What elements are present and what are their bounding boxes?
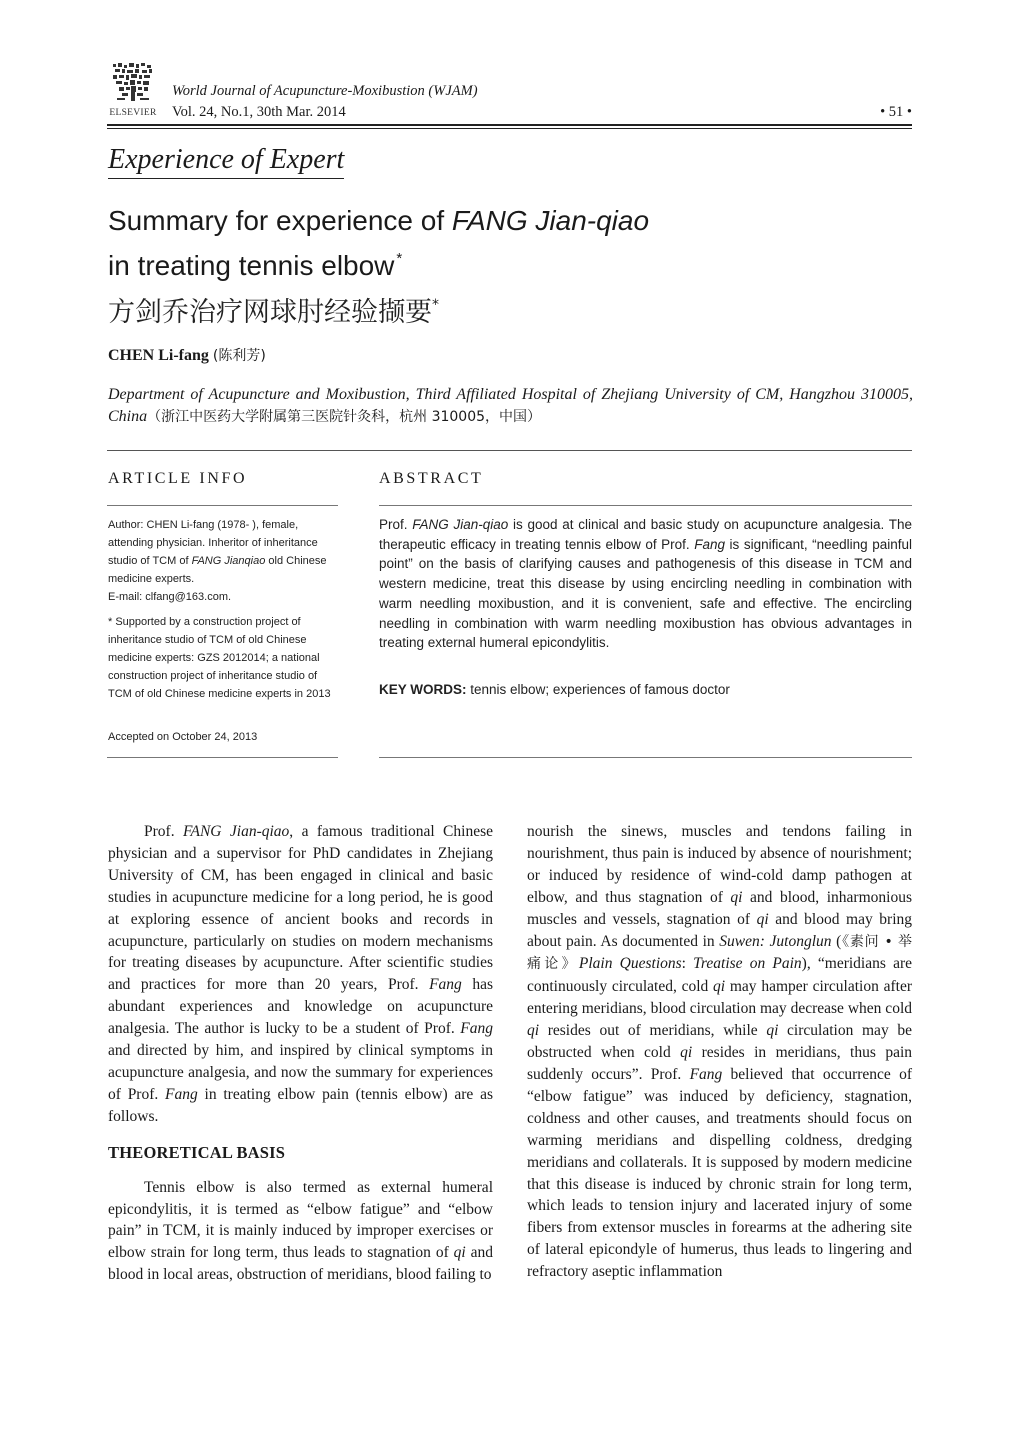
- info-top-rule: [107, 450, 912, 451]
- journal-abbrev: WJAM: [433, 83, 473, 99]
- body-text: and directed by him, and inspired by clinical symptoms in acupuncture analgesia, and now the summary for experiences of Prof.: [108, 1042, 493, 1103]
- abstract-name: Fang: [694, 536, 725, 552]
- body-term: qi: [713, 978, 726, 996]
- abstract-bottom-rule: [379, 757, 912, 758]
- affiliation: [108, 384, 913, 428]
- body-column-left: [108, 821, 493, 1286]
- title-line2: in treating tennis elbow: [108, 250, 395, 281]
- body-column-right: [527, 821, 912, 1283]
- body-text: resides in meridians, thus pain suddenly occurs”. Prof.: [527, 1044, 912, 1083]
- elsevier-logo: [107, 60, 159, 118]
- journal-title: World Journal of Acupuncture-Moxibustion: [172, 83, 425, 99]
- page-number: • 51 •: [880, 104, 912, 120]
- svg-text:ELSEVIER: ELSEVIER: [109, 108, 157, 118]
- affiliation-chinese: （浙江中医药大学附属第三医院针灸科，杭州 310005，中国）: [147, 409, 542, 425]
- body-text: ), “meridians are continuously circulated, cold: [527, 955, 912, 996]
- intro-paragraph: [108, 821, 493, 1128]
- body-text: may hamper circulation after entering meridians, blood circulation may decrease when cold: [527, 978, 912, 1018]
- body-term: qi: [680, 1044, 693, 1062]
- article-info-heading: ARTICLE INFO: [108, 470, 248, 487]
- abstract-part: is significant, “needling painful point” on the basis of clarifying causes and pathogenesis of this disease in TCM and western medicine, treat this disease by using encircling needling in combination with warm needling moxibustion, and it is convenient, safe and effective. The encircling needling in combination with warm needling moxibustion has obvious advantages in treating external humeral epicondylitis.: [379, 536, 912, 651]
- body-name: Fang: [460, 1020, 493, 1038]
- section-label: Experience of Expert: [108, 143, 344, 179]
- author-email: E-mail: clfang@163.com.: [108, 591, 232, 603]
- body-term: qi: [766, 1022, 779, 1040]
- keywords: [379, 682, 730, 697]
- title-footnote-mark: *: [396, 250, 403, 267]
- abstract-part: is good at clinical and basic study on acupuncture analgesia. The therapeutic efficacy in treating tennis elbow of Prof.: [379, 517, 912, 552]
- accepted-date: Accepted on October 24, 2013: [108, 731, 258, 743]
- abstract-rule: [379, 505, 912, 506]
- author-name: CHEN Li-fang: [108, 347, 209, 364]
- body-term: qi: [756, 910, 769, 928]
- body-term: qi: [730, 888, 743, 906]
- body-book-title: Treatise on Pain: [693, 955, 802, 973]
- body-book-title: Suwen: Jutonglun: [719, 932, 832, 950]
- journal-volume: Vol. 24, No.1, 30th Mar. 2014: [172, 104, 346, 120]
- body-name: Fang: [689, 1065, 723, 1083]
- author-note-tail: old Chinese medicine experts.: [108, 555, 327, 585]
- body-text: nourish the sinews, muscles and tendons failing in nourishment, thus pain is induced by absence of nourishment; or induced by residence of wind-cold damp pathogen at elbow, and thus stagnation of: [527, 823, 912, 906]
- section-heading-theoretical-basis: THEORETICAL BASIS: [108, 1142, 286, 1162]
- theory-paragraph-start: [108, 1177, 493, 1287]
- body-chinese-title: 《素问 • 举痛论》: [527, 933, 912, 973]
- body-term: qi: [527, 1022, 540, 1040]
- body-text: resides out of meridians, while: [539, 1022, 767, 1040]
- header-rule: [107, 124, 912, 126]
- body-text: circulation may be obstructed when cold: [527, 1022, 912, 1062]
- body-text: and blood, inharmonious muscles and vessels, stagnation of: [527, 888, 912, 928]
- article-info-bottom-rule: [107, 757, 338, 758]
- keywords-label: KEY WORDS:: [379, 682, 467, 697]
- article-info-rule: [107, 505, 338, 506]
- body-text: Tennis elbow is also termed as external humeral epicondylitis, it is termed as “elbow fatigue” and “elbow pain” in TCM, it is mainly induced by improper exercises or elbow strain for long term, thus leads to stagnation of: [108, 1178, 493, 1262]
- author-note: [108, 516, 340, 606]
- body-name: Fang: [429, 976, 462, 994]
- article-title: [108, 202, 908, 285]
- body-text: Prof.: [144, 823, 183, 840]
- body-text: , a famous traditional Chinese physician and a supervisor for PhD candidates in Zhejiang University of CM, has been engaged in clinical and basic studies in acupuncture medicine for a long period, he is good at exploring essence of ancient books and records in acupuncture, particularly on studies on modern mechanisms for treating diseases by acupuncture. After scientific studies and practices for more than 20 years, Prof.: [108, 823, 493, 994]
- title-chinese-footnote-mark: *: [432, 297, 439, 313]
- author-note-text: Author: CHEN Li-fang (1978- ), female, attending physician. Inheritor of inheritance studio of TCM of: [108, 519, 318, 567]
- author-name-chinese: (陈利芳): [212, 348, 266, 364]
- abstract-part: Prof.: [379, 517, 413, 532]
- body-text: and blood may bring about pain. As documented in: [527, 910, 913, 950]
- body-name: Fang: [165, 1085, 198, 1103]
- body-text: believed that occurrence of “elbow fatigue” was induced by deficiency, stagnation, coldness and other causes, and treatments should focus on warming meridians and dispelling coldness, dredging meridians and collaterals. It is supposed by modern medicine that this disease is induced by chronic strain for long term, which leads to tension injury and lacerated injury of some fibers from extensor muscles in forearms at the adhering site of lateral epicondyle of humerus, thus leads to lingering and refractory aseptic inflammation: [527, 1065, 912, 1281]
- abstract-text: [379, 515, 912, 653]
- body-text: :: [681, 955, 694, 973]
- body-name: FANG Jian-qiao: [183, 823, 290, 840]
- keywords-text: tennis elbow; experiences of famous doctor: [466, 682, 730, 697]
- header-rule-thin: [107, 128, 912, 129]
- author-line: [108, 345, 266, 365]
- body-book-title: Plain Questions: [578, 955, 682, 973]
- body-text: (: [831, 932, 842, 950]
- theory-paragraph-continued: [527, 821, 912, 1283]
- title-chinese-text: 方剑乔治疗网球肘经验撷要: [108, 297, 432, 328]
- journal-name: World Journal of Acupuncture-Moxibustion (WJAM): [172, 83, 478, 99]
- body-text: has abundant experiences and knowledge on acupuncture analgesia. The author is lucky to be a student of Prof.: [108, 976, 493, 1038]
- affiliation-english: Department of Acupuncture and Moxibustion, Third Affiliated Hospital of Zhejiang University of CM, Hangzhou 310005, China: [108, 386, 913, 425]
- funding-note: * Supported by a construction project of inheritance studio of TCM of old Chinese medicine experts: GZS 2012014; a national construction project of inheritance studio of TCM of old Chinese medicine experts in 2013: [108, 616, 331, 700]
- author-note-name: FANG Jianqiao: [191, 555, 266, 567]
- title-line1: Summary for experience of: [108, 205, 452, 236]
- abstract-name: FANG Jian-qiao: [412, 517, 509, 532]
- body-term: qi: [453, 1244, 466, 1262]
- body-text: and blood in local areas, obstruction of meridians, blood failing to: [108, 1244, 493, 1284]
- article-title-chinese: [108, 290, 439, 329]
- abstract-heading: ABSTRACT: [379, 470, 484, 487]
- body-text: in treating elbow pain (tennis elbow) are as follows.: [108, 1085, 494, 1125]
- title-person-name: FANG Jian-qiao: [451, 205, 650, 236]
